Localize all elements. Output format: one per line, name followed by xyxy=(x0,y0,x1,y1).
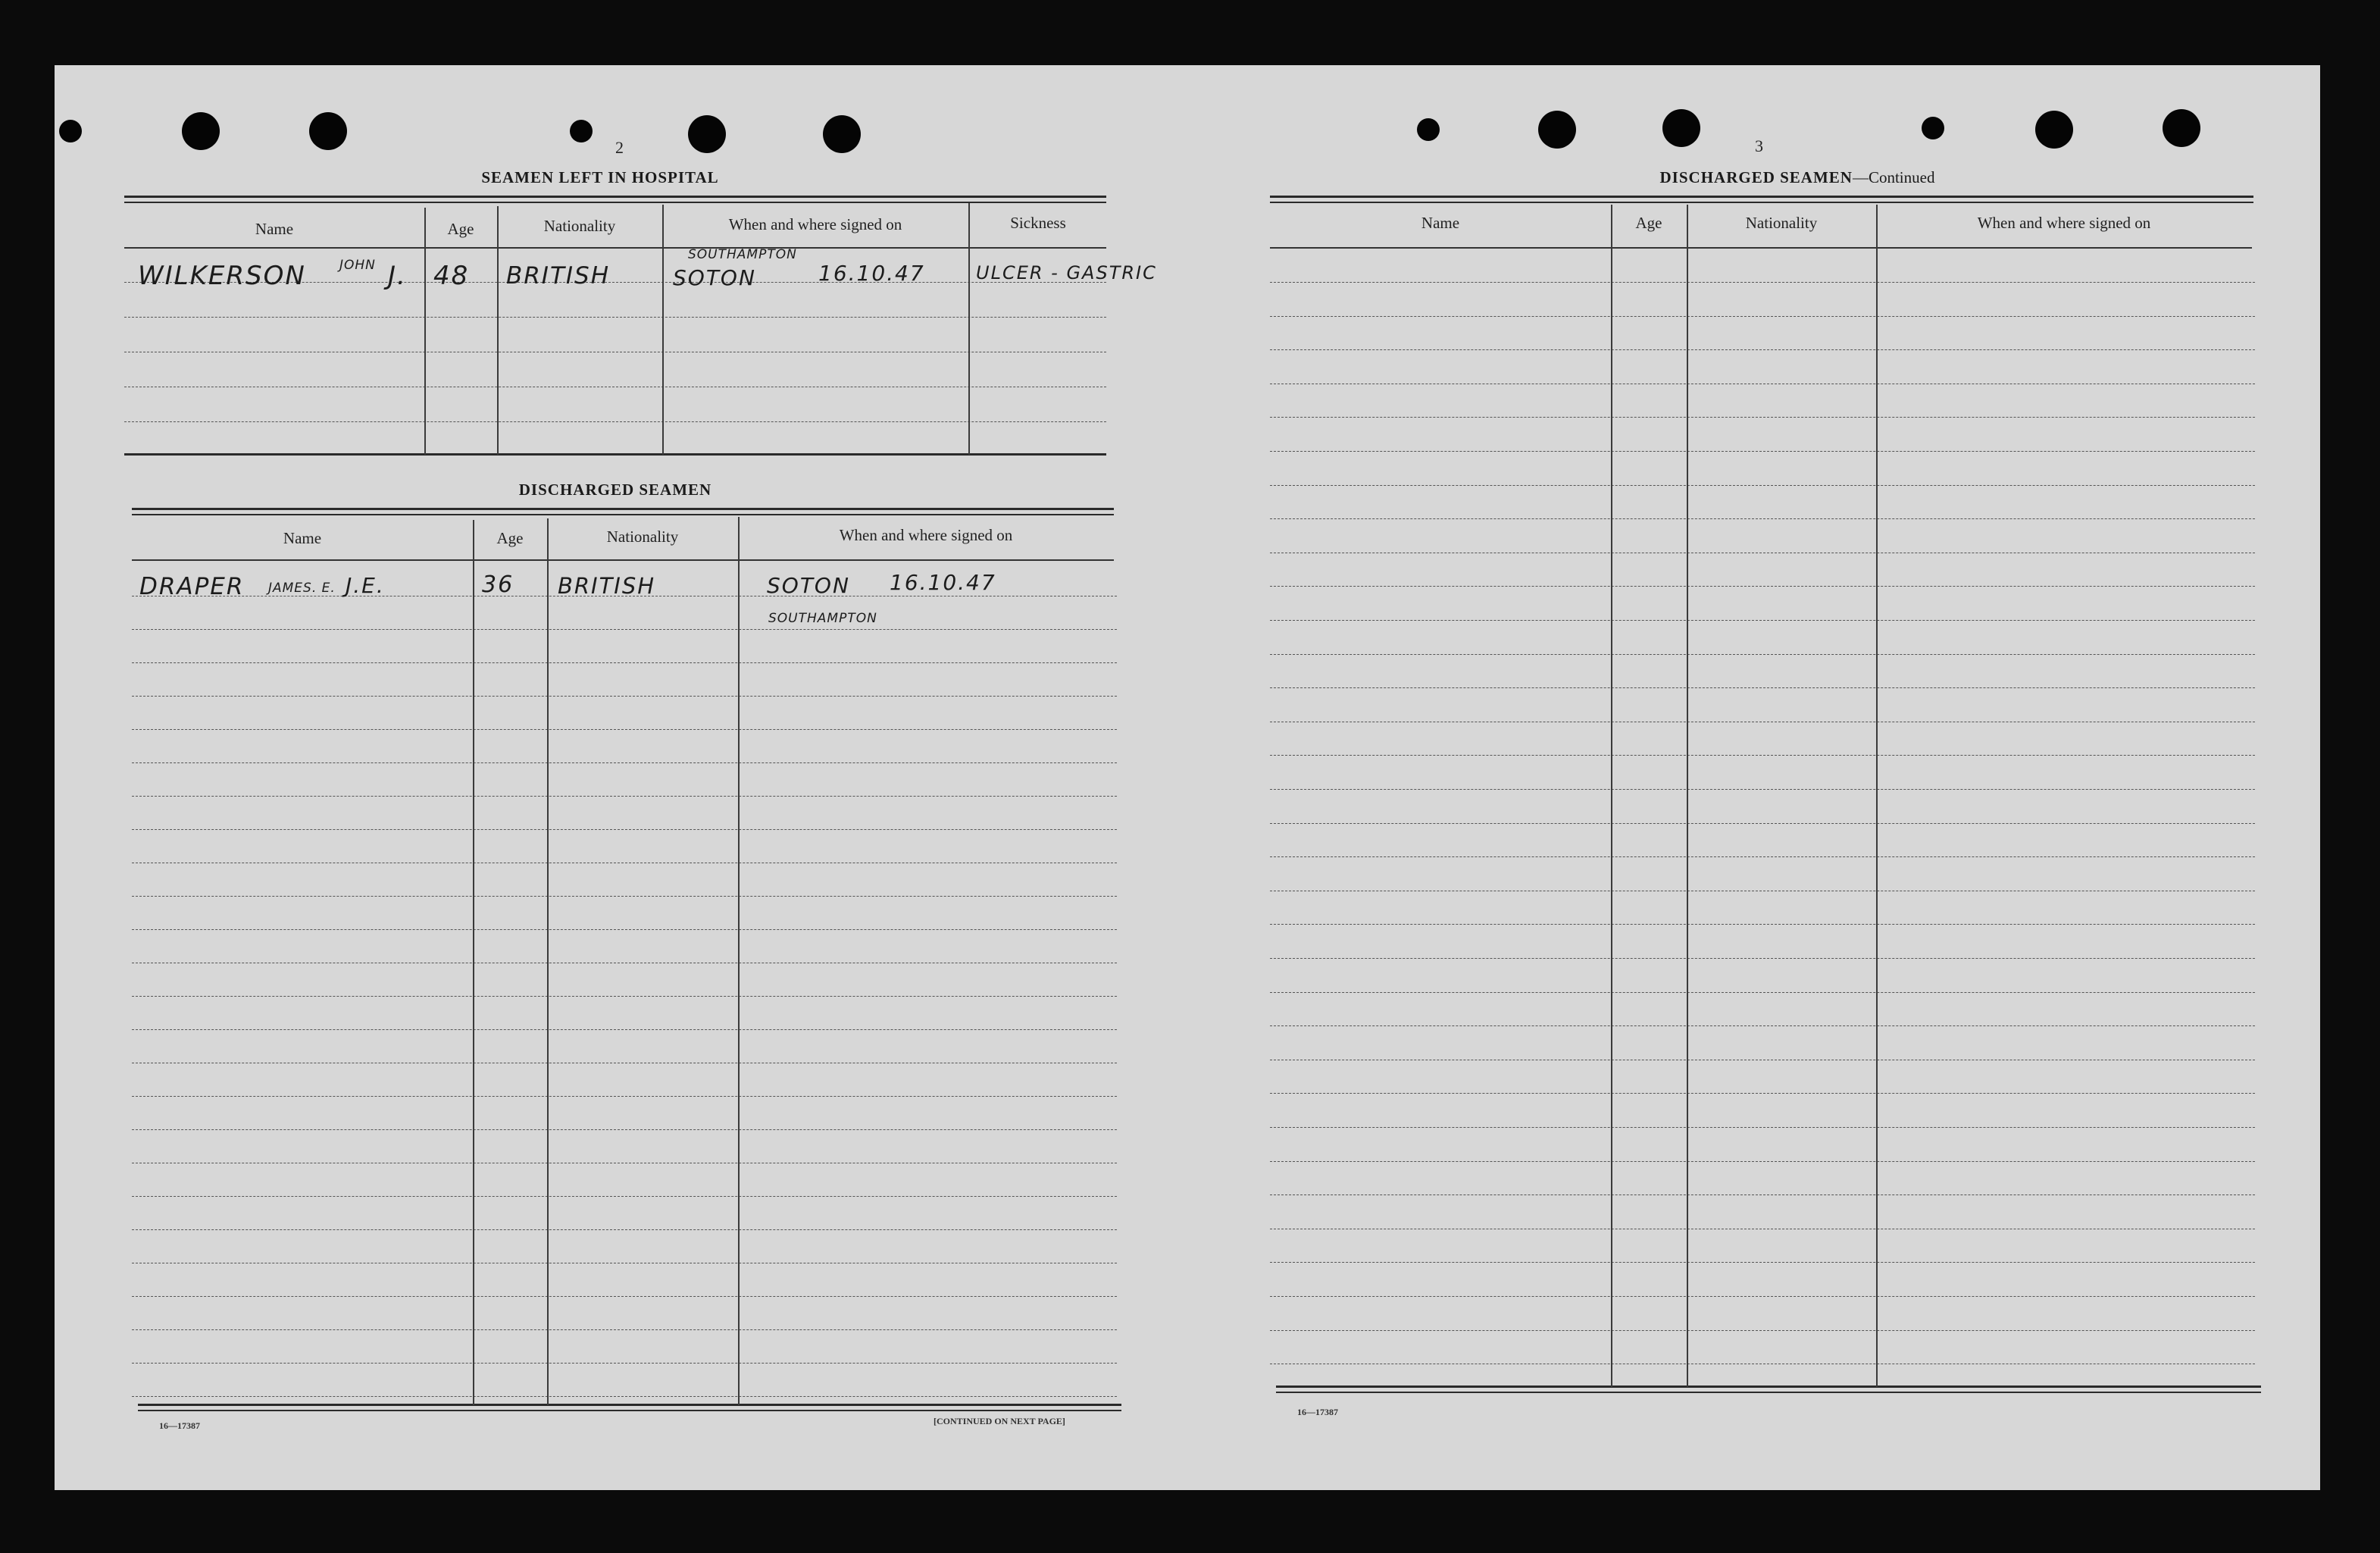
punch-hole xyxy=(823,115,861,153)
ruled-line xyxy=(1270,451,2255,452)
ruled-line xyxy=(1270,349,2255,350)
ruled-line xyxy=(132,762,1117,763)
ruled-line xyxy=(1270,924,2255,925)
discharged-table-top-rule xyxy=(132,508,1114,515)
discharged-entry-name-note: JAMES. E. xyxy=(268,581,336,596)
ruled-line xyxy=(1270,958,2255,959)
right-col-line xyxy=(1687,205,1688,1387)
ruled-line xyxy=(1270,586,2255,587)
hospital-header-sickness: Sickness xyxy=(1010,214,1066,232)
right-table-bottom-rule xyxy=(1276,1385,2261,1393)
ruled-line xyxy=(1270,620,2255,621)
punch-hole xyxy=(688,115,726,153)
hospital-entry-signed-place: SOTON xyxy=(673,265,756,290)
ruled-line xyxy=(1270,687,2255,688)
ruled-line xyxy=(1270,316,2255,317)
hospital-section-title: SEAMEN LEFT IN HOSPITAL xyxy=(481,168,719,186)
discharged-header-name: Name xyxy=(283,529,322,547)
ruled-line xyxy=(1270,518,2255,519)
ruled-line xyxy=(1270,1093,2255,1094)
discharged-entry-signed-place-note: SOUTHAMPTON xyxy=(768,611,877,626)
right-header-signed-on: When and where signed on xyxy=(1977,214,2151,232)
ruled-line xyxy=(1270,1127,2255,1128)
ruled-line xyxy=(1270,755,2255,756)
hospital-entry-initial: J. xyxy=(388,261,407,291)
page-number-left: 2 xyxy=(615,138,624,157)
ruled-line xyxy=(132,1029,1117,1030)
ruled-line xyxy=(132,1296,1117,1297)
ruled-line xyxy=(132,1329,1117,1330)
hospital-col-line xyxy=(662,205,664,455)
hospital-row-line xyxy=(124,421,1106,422)
ruled-line xyxy=(1270,789,2255,790)
discharged-entry-name: DRAPER xyxy=(139,573,245,600)
right-table-top-rule xyxy=(1270,196,2253,203)
ruled-line xyxy=(1270,1161,2255,1162)
punch-hole xyxy=(182,112,220,150)
punch-hole xyxy=(1538,111,1576,149)
hospital-table-bottom-rule xyxy=(124,453,1106,456)
ruled-line xyxy=(1270,485,2255,486)
discharged-col-line xyxy=(473,520,474,1405)
ruled-line xyxy=(132,662,1117,663)
discharged-entry-signed-place: SOTON xyxy=(767,573,850,598)
hospital-entry-sickness: ULCER - GASTRIC xyxy=(976,262,1157,283)
discharged-col-line xyxy=(738,517,740,1405)
hospital-col-line xyxy=(424,208,426,455)
hospital-header-signed-on: When and where signed on xyxy=(728,215,902,233)
discharged-header-nationality: Nationality xyxy=(606,528,679,546)
ruled-line xyxy=(132,996,1117,997)
right-col-line xyxy=(1611,205,1612,1387)
discharged-entry-age: 36 xyxy=(482,571,514,598)
punch-hole xyxy=(1922,117,1944,139)
discharged-entry-nationality: BRITISH xyxy=(558,573,656,599)
hospital-entry-age: 48 xyxy=(433,261,470,291)
hospital-table-top-rule xyxy=(124,196,1106,203)
hospital-entry-name: WILKERSON xyxy=(138,261,306,291)
ruled-line xyxy=(132,1129,1117,1130)
hospital-header-age: Age xyxy=(447,220,474,238)
ruled-line xyxy=(132,1396,1117,1397)
ruled-line xyxy=(1270,654,2255,655)
discharged-table-bottom-rule xyxy=(138,1404,1121,1411)
punch-hole xyxy=(2035,111,2073,149)
ruled-line xyxy=(132,1096,1117,1097)
discharged-entry-initials: J.E. xyxy=(346,573,385,598)
ruled-line xyxy=(1270,1262,2255,1263)
punch-hole xyxy=(1662,109,1700,147)
discharged-header-signed-on: When and where signed on xyxy=(839,526,1013,544)
ruled-line xyxy=(1270,1025,2255,1026)
ruled-line xyxy=(1270,1330,2255,1331)
ruled-line xyxy=(1270,856,2255,857)
ruled-line xyxy=(1270,992,2255,993)
hospital-header-nationality: Nationality xyxy=(543,217,616,235)
ruled-line xyxy=(1270,1296,2255,1297)
ruled-line xyxy=(1270,823,2255,824)
ruled-line xyxy=(132,829,1117,830)
right-header-nationality: Nationality xyxy=(1745,214,1818,232)
hospital-header-rule xyxy=(124,247,1106,249)
form-number-right: 16—17387 xyxy=(1297,1407,1338,1417)
punch-hole xyxy=(570,120,593,142)
ruled-line xyxy=(1270,282,2255,283)
right-header-rule xyxy=(1270,247,2252,249)
ruled-line xyxy=(132,1363,1117,1364)
hospital-col-line xyxy=(968,203,970,455)
ruled-line xyxy=(1270,417,2255,418)
ruled-line xyxy=(132,629,1117,630)
continued-note: [CONTINUED ON NEXT PAGE] xyxy=(934,1416,1065,1426)
discharged-continued-suffix: —Continued xyxy=(1852,168,1935,186)
right-header-name: Name xyxy=(1421,214,1460,232)
hospital-entry-signed-date: 16.10.47 xyxy=(818,261,925,286)
register-sheet xyxy=(55,65,2320,1490)
hospital-entry-nationality: BRITISH xyxy=(506,262,611,290)
discharged-continued-title-text: DISCHARGED SEAMEN xyxy=(1659,168,1853,186)
punch-hole xyxy=(2163,109,2200,147)
right-header-age: Age xyxy=(1635,214,1662,232)
discharged-col-line xyxy=(547,518,549,1405)
punch-hole xyxy=(1417,118,1440,141)
punch-hole xyxy=(59,120,82,142)
page-number-right: 3 xyxy=(1755,136,1763,155)
form-number-left: 16—17387 xyxy=(159,1420,200,1431)
discharged-continued-title xyxy=(1570,168,2025,187)
hospital-col-line xyxy=(497,206,499,455)
right-col-line xyxy=(1876,205,1878,1387)
punch-hole xyxy=(309,112,347,150)
ruled-line xyxy=(132,929,1117,930)
hospital-entry-signed-place-note: SOUTHAMPTON xyxy=(688,247,797,262)
discharged-section-title: DISCHARGED SEAMEN xyxy=(518,481,712,499)
ruled-line xyxy=(132,1229,1117,1230)
ruled-line xyxy=(132,1196,1117,1197)
hospital-header-name: Name xyxy=(255,220,294,238)
hospital-entry-name-note: JOHN xyxy=(339,258,376,273)
ruled-line xyxy=(132,729,1117,730)
ruled-line xyxy=(132,696,1117,697)
discharged-header-age: Age xyxy=(496,529,524,547)
ruled-line xyxy=(132,896,1117,897)
discharged-entry-signed-date: 16.10.47 xyxy=(890,570,996,595)
hospital-row-line xyxy=(124,317,1106,318)
discharged-header-rule xyxy=(132,559,1114,561)
ruled-line xyxy=(132,796,1117,797)
ruled-line xyxy=(1270,1194,2255,1195)
